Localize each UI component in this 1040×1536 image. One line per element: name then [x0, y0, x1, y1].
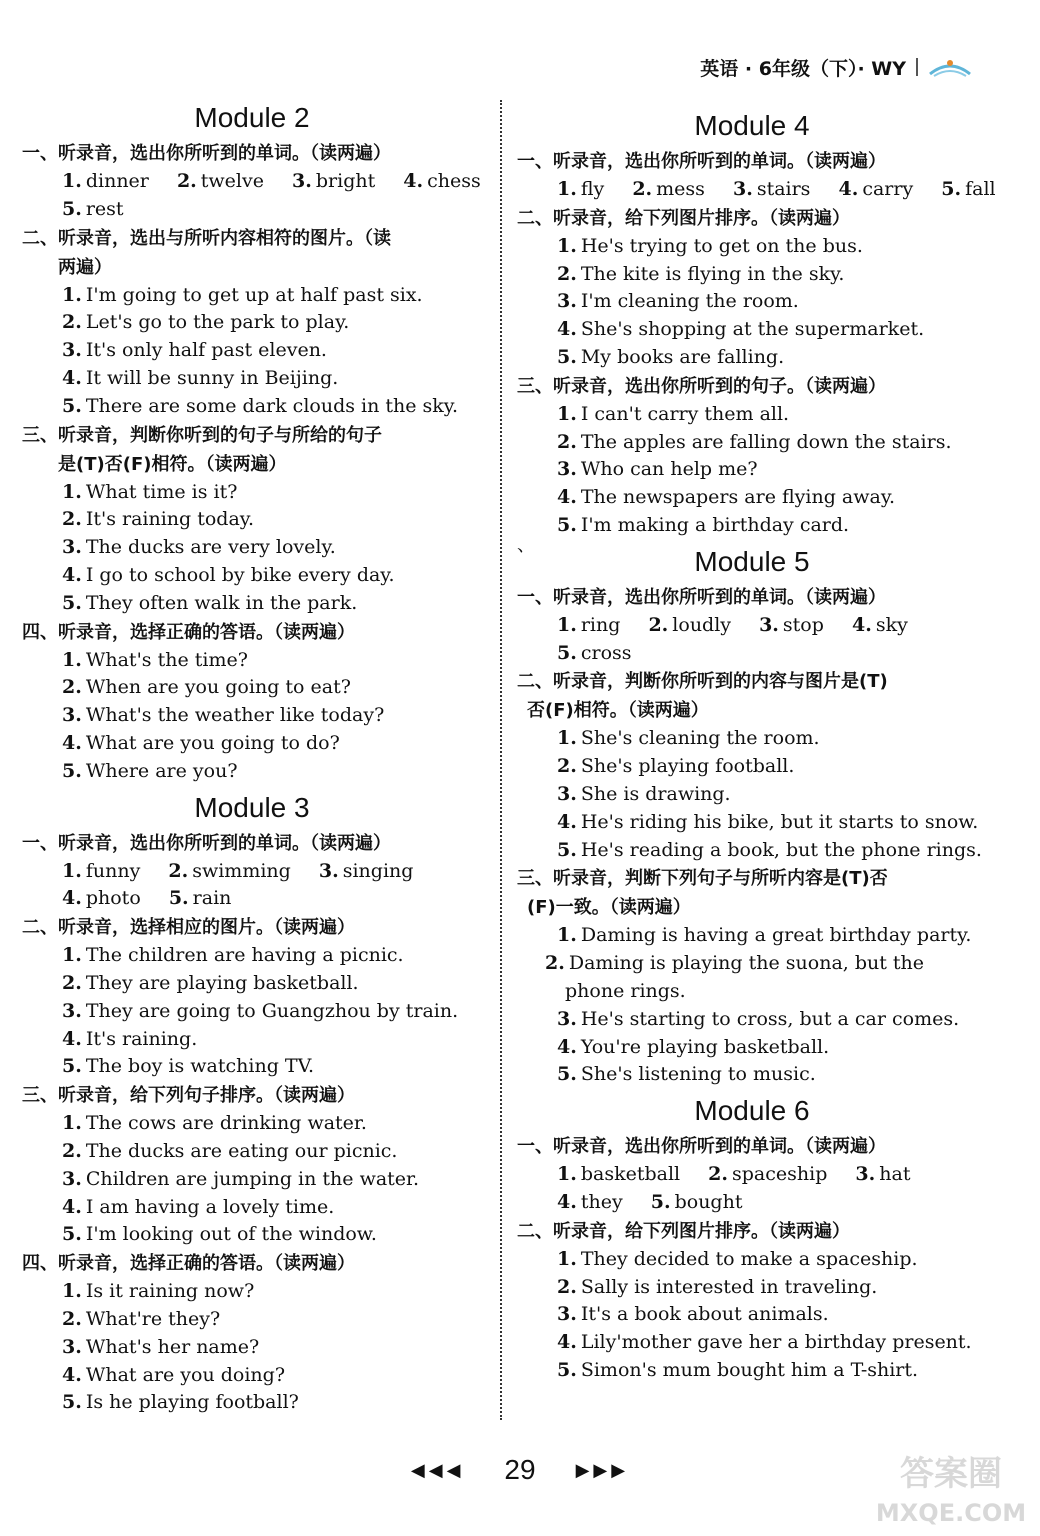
word-option — [941, 178, 995, 200]
list-item — [22, 1389, 482, 1417]
list-item — [517, 1274, 987, 1302]
list-item — [22, 590, 482, 618]
list-item — [22, 365, 482, 393]
item-number: 4. — [62, 731, 82, 754]
module-2-title: Module 2 — [194, 102, 310, 133]
list-item — [22, 309, 482, 337]
item-number: 4. — [62, 366, 82, 389]
item-number: 1. — [62, 1280, 82, 1303]
list-item — [517, 837, 987, 865]
item-text: they — [580, 1190, 623, 1213]
list-item — [517, 725, 987, 753]
item-text: Who can help me? — [580, 458, 758, 481]
item-number: 3. — [292, 170, 312, 192]
section-title: 二、听录音，判断你所听到的内容与图片是(T) — [517, 671, 888, 693]
word: bright — [315, 170, 376, 192]
section-title-cont: 否(F)相符。（读两遍） — [527, 700, 709, 722]
item-number: 1. — [557, 1247, 577, 1270]
item-number: 5. — [62, 197, 82, 220]
item-text: She is drawing. — [580, 782, 731, 805]
item-number: 5. — [557, 1358, 577, 1381]
item-number: 1. — [62, 1112, 82, 1135]
item-text: It's raining. — [85, 1027, 198, 1050]
item-text: stop — [782, 613, 824, 636]
item-text: The kite is flying in the sky. — [580, 262, 845, 285]
list-item — [517, 1061, 987, 1089]
item-number: 3. — [557, 782, 577, 805]
word: dinner — [85, 170, 149, 192]
item-text: mess — [656, 178, 705, 200]
item-number: 2. — [62, 1307, 82, 1330]
item-text: She's playing football. — [580, 755, 795, 778]
item-number: 2. — [168, 859, 189, 882]
item-number: 1. — [62, 480, 82, 503]
item-number: 3. — [557, 1303, 577, 1326]
item-number: 1. — [557, 727, 577, 750]
word-option — [403, 170, 480, 192]
word-row — [517, 612, 987, 640]
list-item — [22, 1278, 482, 1306]
item-text: I can't carry them all. — [580, 402, 790, 425]
item-number: 3. — [557, 290, 577, 313]
item-number: 3. — [855, 1163, 876, 1186]
item-text: He's reading a book, but the phone rings. — [580, 838, 982, 861]
word-option — [62, 170, 149, 192]
item-number: 4. — [851, 613, 872, 636]
item-text: The boy is watching TV. — [85, 1055, 315, 1078]
word-option — [62, 198, 124, 220]
item-number: 5. — [941, 178, 962, 200]
item-text: He's trying to get on the bus. — [580, 234, 863, 257]
item-number: 1. — [557, 924, 577, 947]
section-title: 三、听录音，选出你所听到的句子。（读两遍） — [517, 375, 886, 397]
list-item — [22, 1194, 482, 1222]
word-row — [517, 1161, 987, 1189]
list-item — [22, 479, 482, 507]
item-text: stairs — [756, 178, 811, 200]
list-item — [517, 922, 987, 950]
item-text: What time is it? — [85, 480, 238, 503]
item-text: Lily'mother gave her a birthday present. — [580, 1331, 972, 1354]
item-text: hat — [879, 1163, 911, 1186]
word: twelve — [200, 170, 264, 192]
item-number: 3. — [62, 536, 82, 559]
item-number: 3. — [759, 613, 779, 636]
list-item — [517, 1034, 987, 1062]
word: rest — [85, 197, 124, 220]
list-item — [22, 506, 482, 534]
item-text: Simon's mum bought him a T-shirt. — [580, 1358, 919, 1381]
list-item — [22, 970, 482, 998]
item-text: It's a book about animals. — [580, 1303, 829, 1326]
item-number: 2. — [708, 1163, 729, 1186]
section-title: 三、听录音，判断下列句子与所听内容是(T)否 — [517, 868, 888, 890]
word-option — [557, 1191, 623, 1213]
list-item — [22, 1026, 482, 1054]
list-item — [517, 233, 987, 261]
page-number: 29 — [504, 1454, 536, 1485]
word-option — [557, 642, 632, 664]
item-text: Where are you? — [85, 759, 238, 782]
item-text: What're they? — [85, 1307, 221, 1330]
list-item — [517, 316, 987, 344]
word-option — [292, 170, 375, 192]
item-text: Daming is playing the suona, but the phone rings. — [565, 952, 925, 1002]
item-number: 5. — [557, 641, 577, 664]
item-number: 5. — [62, 1223, 82, 1246]
section-title: 一、听录音，选出你所听到的单词。（读两遍） — [517, 1136, 886, 1158]
item-text: The children are having a picnic. — [85, 944, 404, 967]
word-row — [517, 1189, 987, 1217]
list-item — [517, 753, 987, 781]
item-number: 2. — [62, 971, 82, 994]
item-text: What's her name? — [85, 1335, 260, 1358]
item-text: It will be sunny in Beijing. — [85, 366, 339, 389]
word-row — [22, 196, 482, 224]
list-item — [517, 1301, 987, 1329]
word-option — [852, 614, 908, 636]
list-item — [517, 512, 987, 540]
item-number: 4. — [557, 318, 577, 341]
item-text: The ducks are eating our picnic. — [85, 1139, 398, 1162]
list-item — [517, 1329, 987, 1357]
word-option — [838, 178, 913, 200]
item-number: 1. — [557, 402, 577, 425]
list-item — [517, 429, 987, 457]
item-number: 1. — [62, 944, 82, 967]
item-number: 2. — [557, 1275, 577, 1298]
item-text: When are you going to eat? — [85, 676, 351, 699]
item-number: 5. — [557, 513, 577, 536]
item-number: 1. — [62, 170, 82, 192]
word-option — [651, 1191, 743, 1213]
item-number: 3. — [62, 1335, 82, 1358]
item-number: 2. — [632, 178, 653, 200]
item-number: 4. — [62, 563, 82, 586]
item-text: The ducks are very lovely. — [85, 536, 336, 559]
item-number: 2. — [557, 262, 577, 285]
stray-mark: 、 — [517, 534, 535, 556]
prev-arrows-icon: ◀◀◀ — [410, 1459, 465, 1480]
item-number: 1. — [557, 613, 577, 636]
item-number: 5. — [62, 1391, 82, 1414]
item-number: 1. — [62, 648, 82, 671]
section-title: 一、听录音，选出你所听到的单词。（读两遍） — [517, 151, 886, 172]
list-item — [22, 1166, 482, 1194]
item-number: 2. — [62, 311, 82, 334]
item-number: 3. — [732, 178, 753, 200]
item-number: 1. — [557, 234, 577, 257]
section-title-cont: 两遍） — [58, 256, 112, 278]
item-text: swimming — [192, 859, 291, 882]
list-item — [22, 730, 482, 758]
list-item — [22, 1334, 482, 1362]
item-number: 4. — [62, 1027, 82, 1050]
item-text: cross — [580, 641, 632, 664]
list-item — [517, 344, 987, 372]
word-option — [557, 614, 620, 636]
section-title: 三、听录音，判断你听到的句子与所给的句子 — [22, 424, 382, 446]
item-number: 4. — [62, 1195, 82, 1218]
section-title: 一、听录音，选出你所听到的单词。（读两遍） — [517, 586, 886, 608]
list-item — [517, 1246, 987, 1274]
section-title: 二、听录音，给下列图片排序。（读两遍） — [517, 1220, 850, 1242]
item-text: Let's go to the park to play. — [85, 311, 350, 334]
list-item — [517, 484, 987, 512]
item-number: 5. — [62, 1055, 82, 1078]
book-logo-icon — [928, 54, 972, 80]
list-item — [517, 950, 965, 1006]
item-text: Is he playing football? — [85, 1391, 299, 1414]
svg-text:MXQE.COM: MXQE.COM — [876, 1499, 1026, 1527]
word: chess — [427, 170, 481, 192]
list-item — [22, 1110, 482, 1138]
module-6-title: Module 6 — [694, 1095, 810, 1127]
item-text: funny — [85, 859, 141, 882]
item-text: She's cleaning the room. — [580, 727, 820, 750]
page-header — [700, 52, 972, 82]
item-number: 2. — [648, 613, 669, 636]
item-number: 2. — [176, 170, 197, 192]
item-text: fall — [965, 178, 996, 200]
item-number: 5. — [62, 591, 82, 614]
column-divider — [500, 100, 502, 1420]
item-number: 5. — [62, 759, 82, 782]
item-text: I am having a lovely time. — [85, 1195, 335, 1218]
item-text: loudly — [672, 613, 732, 636]
left-column — [22, 96, 482, 1417]
module-5-title: Module 5 — [694, 545, 810, 577]
list-item — [517, 1006, 987, 1034]
item-text: rain — [192, 887, 232, 910]
item-text: Daming is having a great birthday party. — [580, 924, 972, 947]
item-text: You're playing basketball. — [580, 1035, 830, 1058]
next-arrows-icon: ▶▶▶ — [575, 1459, 630, 1480]
list-item — [22, 393, 482, 421]
item-text: What are you going to do? — [85, 731, 340, 754]
word-option — [62, 860, 140, 882]
list-item — [22, 1138, 482, 1166]
section-title: 二、听录音，选择相应的图片。（读两遍） — [22, 917, 355, 939]
item-number: 3. — [318, 859, 339, 882]
item-text: He's riding his bike, but it starts to snow. — [580, 810, 979, 833]
item-text: What's the weather like today? — [85, 704, 385, 727]
item-number: 1. — [62, 859, 82, 882]
item-text: My books are falling. — [580, 345, 785, 368]
section-title: 二、听录音，选出与所听内容相符的图片。（读 — [22, 227, 391, 249]
word-option — [168, 860, 290, 882]
word-row — [517, 640, 987, 668]
item-text: photo — [85, 887, 141, 910]
item-number: 4. — [557, 486, 577, 509]
list-item — [22, 942, 482, 970]
item-text: It's raining today. — [85, 508, 255, 531]
list-item — [517, 456, 987, 484]
word-option — [557, 1163, 680, 1185]
item-number: 4. — [557, 1035, 577, 1058]
item-text: There are some dark clouds in the sky. — [85, 394, 459, 417]
module-4-title: Module 4 — [694, 110, 810, 141]
word-option — [319, 860, 414, 882]
watermark-logo — [876, 1445, 1026, 1530]
section-title: 一、听录音，选出你所听到的单词。（读两遍） — [22, 832, 391, 854]
list-item — [22, 1362, 482, 1390]
item-number: 1. — [557, 178, 577, 200]
item-text: fly — [580, 178, 605, 200]
item-number: 2. — [62, 1139, 82, 1162]
item-number: 5. — [62, 394, 82, 417]
item-text: The newspapers are flying away. — [580, 486, 896, 509]
item-text: They are playing basketball. — [85, 971, 359, 994]
item-number: 5. — [557, 1063, 577, 1086]
item-text: She's shopping at the supermarket. — [580, 318, 925, 341]
list-item — [22, 282, 482, 310]
word-option — [759, 614, 824, 636]
section-title: 四、听录音，选择正确的答语。（读两遍） — [22, 1253, 355, 1275]
item-number: 3. — [62, 1167, 82, 1190]
word-row — [22, 168, 482, 196]
item-number: 4. — [557, 1331, 577, 1354]
word-option — [855, 1163, 910, 1185]
item-number: 2. — [545, 952, 565, 975]
word-option — [632, 178, 705, 200]
header-divider — [916, 58, 918, 76]
item-text: It's only half past eleven. — [85, 339, 327, 362]
right-column — [517, 104, 996, 1385]
item-number: 5. — [557, 838, 577, 861]
word-option — [169, 887, 232, 909]
item-text: Is it raining now? — [85, 1280, 255, 1303]
section-title: 四、听录音，选择正确的答语。（读两遍） — [22, 621, 355, 643]
item-text: bought — [674, 1190, 743, 1213]
item-number: 4. — [403, 170, 424, 192]
item-text: He's starting to cross, but a car comes. — [580, 1007, 960, 1030]
list-item — [22, 758, 482, 786]
item-text: carry — [862, 178, 914, 200]
item-text: singing — [342, 859, 414, 882]
list-item — [22, 702, 482, 730]
section-title: 三、听录音，给下列句子排序。（读两遍） — [22, 1085, 355, 1107]
word-option — [648, 614, 731, 636]
item-text: What are you doing? — [85, 1363, 286, 1386]
item-text: I'm looking out of the window. — [85, 1223, 377, 1246]
list-item — [22, 998, 482, 1026]
list-item — [22, 1053, 482, 1081]
svg-text:答案圈: 答案圈 — [900, 1454, 1002, 1494]
list-item — [22, 647, 482, 675]
item-text: They often walk in the park. — [85, 591, 358, 614]
item-text: I go to school by bike every day. — [85, 563, 395, 586]
item-number: 3. — [62, 339, 82, 362]
item-number: 5. — [168, 887, 189, 910]
item-text: spaceship — [732, 1163, 828, 1186]
item-text: They decided to make a spaceship. — [580, 1247, 918, 1270]
word-option — [708, 1163, 827, 1185]
list-item — [22, 1306, 482, 1334]
list-item — [517, 401, 987, 429]
item-text: What's the time? — [85, 648, 248, 671]
item-number: 4. — [557, 810, 577, 833]
item-number: 3. — [557, 458, 577, 481]
item-number: 2. — [557, 430, 577, 453]
item-number: 5. — [557, 345, 577, 368]
item-number: 3. — [62, 704, 82, 727]
list-item — [22, 562, 482, 590]
item-number: 4. — [557, 1190, 577, 1213]
item-number: 4. — [838, 178, 859, 200]
word-row — [22, 885, 482, 913]
section-title-cont: (F)一致。（读两遍） — [527, 897, 691, 919]
word-option — [177, 170, 264, 192]
list-item — [22, 534, 482, 562]
list-item — [517, 809, 987, 837]
section-title: 一、听录音，选出你所听到的单词。（读两遍） — [22, 143, 391, 164]
item-number: 5. — [650, 1190, 671, 1213]
item-number: 4. — [62, 887, 82, 910]
item-text: ring — [580, 613, 621, 636]
section-title-cont: 是(T)否(F)相符。（读两遍） — [58, 453, 287, 475]
subject-label: 英语 · 6年级（下）· WY — [700, 57, 906, 80]
module-3-title: Module 3 — [194, 791, 310, 823]
item-number: 2. — [62, 676, 82, 699]
list-item — [22, 1221, 482, 1249]
list-item — [517, 1357, 987, 1385]
item-text: I'm making a birthday card. — [580, 513, 850, 536]
item-number: 3. — [62, 999, 82, 1022]
word-option — [62, 887, 141, 909]
word-option — [557, 178, 604, 200]
item-number: 1. — [62, 283, 82, 306]
item-text: Children are jumping in the water. — [85, 1167, 420, 1190]
item-text: They are going to Guangzhou by train. — [85, 999, 459, 1022]
list-item — [517, 288, 987, 316]
item-text: She's listening to music. — [580, 1063, 816, 1086]
item-number: 4. — [62, 1363, 82, 1386]
list-item — [22, 674, 482, 702]
item-text: The cows are drinking water. — [85, 1112, 367, 1135]
item-text: sky — [875, 613, 908, 636]
item-number: 3. — [557, 1007, 577, 1030]
word-option — [733, 178, 810, 200]
item-number: 2. — [62, 508, 82, 531]
list-item — [517, 781, 987, 809]
list-item — [517, 261, 987, 289]
section-title: 二、听录音，给下列图片排序。（读两遍） — [517, 207, 850, 229]
word-row — [517, 176, 996, 204]
word-row — [22, 858, 482, 886]
item-text: basketball — [580, 1163, 681, 1186]
item-text: Sally is interested in traveling. — [580, 1275, 878, 1298]
item-number: 1. — [557, 1163, 577, 1186]
item-text: I'm going to get up at half past six. — [85, 283, 423, 306]
list-item — [22, 337, 482, 365]
item-number: 2. — [557, 755, 577, 778]
item-text: I'm cleaning the room. — [580, 290, 799, 313]
item-text: The apples are falling down the stairs. — [580, 430, 952, 453]
